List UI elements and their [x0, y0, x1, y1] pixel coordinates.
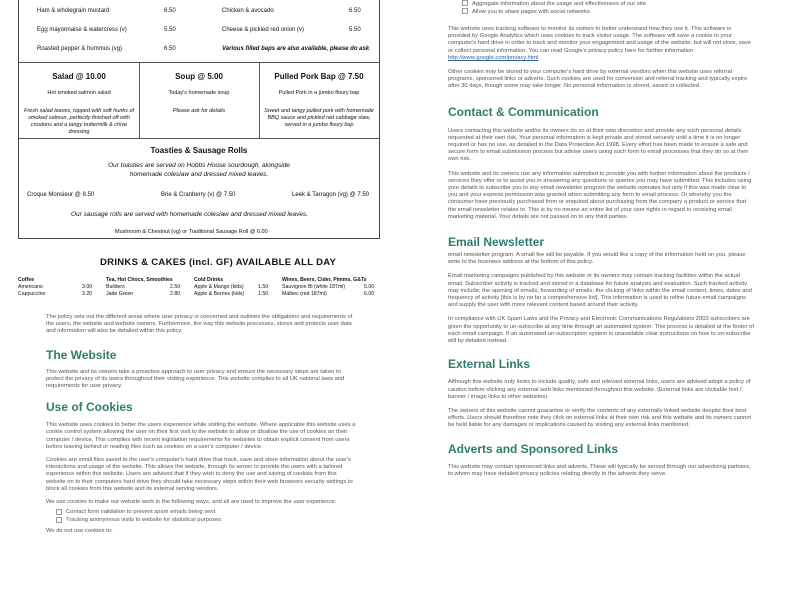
- baps-note: Various filled baps are also available, please do ask: [222, 46, 370, 52]
- bullet-item: [56, 516, 356, 524]
- newsletter-paragraph: email newsletter program. A small fee will be payable. If you would like a copy of the information held on you, please write to the business address at the bottom of this policy.: [448, 252, 746, 266]
- bullet-item: [56, 508, 356, 516]
- vendor-cookies-paragraph: Other cookies may be stored to your computer's hard drive by external vendors when this website uses referral programs, sponsored links or adverts. Such cookies are used for conversion and referral tracking and typically expire after 30 days, though some may take longer. No personal information is stored, saved or collected.: [448, 69, 748, 90]
- adverts-heading: Adverts and Sponsored Links: [448, 441, 619, 456]
- bullet-item: [462, 8, 754, 16]
- wines-header: Wines, Beers, Cider, Pimms, G&Ts: [282, 277, 367, 283]
- bap-heading: Pulled Pork Bap @ 7.50: [274, 72, 364, 81]
- menu-price: 6.50: [164, 46, 176, 52]
- tea-column: [106, 277, 196, 298]
- drink-price: 2.50: [170, 284, 181, 290]
- menu-item: Chicken & avocado: [222, 8, 274, 14]
- drink-name: Apple & Berries (kids): [194, 291, 245, 297]
- soup-item: Today's homemade soup: [168, 90, 230, 96]
- salad-item: Hot smoked salmon salad: [47, 90, 111, 96]
- privacy-policy-left: [46, 314, 356, 535]
- drink-price: 1.50: [258, 291, 269, 297]
- cold-header: Cold Drinks: [194, 277, 224, 283]
- newsletter-paragraph: In compliance with UK Spam Laws and the Privacy and Electronic Communications Regulations 2003 subscribers are given the opportunity to un-subscribe at any time through an automated system. This process is detailed at the footer of each email campaign. If an automated un-subscription system is unavailable clear instructions on how to un-subscribe will by detailed instead.: [448, 316, 755, 345]
- privacy-policy-right: [448, 0, 754, 478]
- coffee-column: [18, 277, 98, 298]
- menu-item: Egg mayonnaise & watercress (v): [37, 27, 127, 33]
- drink-price: 3.20: [82, 291, 93, 297]
- contact-paragraph: This website and its owners use any information submitted to provide you with further information about the products / services they offer or to assist you in answering any questions or queries you may have submitted. This includes using your details to subscribe you to any email newsletter program the website operates but only if this was made clear to you and your express permission was granted when submitting any form to email process. Or whereby you the consumer have previously purchased from or enquired about purchasing from the company a product or service that the email newsletter relates to. This is by no means an entire list of your user rights in regard to receiving email marketing material. Your details are not passed on to any third parties.: [448, 170, 752, 220]
- toastie-item: Leek & Tarragon (vg) @ 7.50: [292, 192, 370, 198]
- newsletter-paragraph: Email marketing campaigns published by this website or its owners may contain tracking facilities within the actual email. Subscriber activity is tracked and stored in a database for future analysis and evaluation. Such tracked activity may include; the opening of emails, forwarding of emails, the clicking of links within the email content, times, dates and frequency of activity [this is by no far a comprehensive list]. This information is used to refine future email campaigns and supply the user with more relevant content based around their activity.: [448, 273, 752, 309]
- adverts-paragraph: This website may contain sponsored links and adverts. These will typically be served through our advertising partners, to whom may have detailed privacy policies relating directly to the adverts they serve.: [448, 463, 751, 477]
- checkbox-icon: [462, 8, 468, 14]
- drink-item: [18, 284, 98, 291]
- website-heading: The Website: [46, 347, 117, 362]
- menu-item: Roasted pepper & hummus (vg): [37, 46, 123, 52]
- drink-item: [282, 291, 380, 298]
- external-links-heading: External Links: [448, 357, 531, 372]
- bullet-text: Allow you to share pages with social networks: [472, 9, 590, 15]
- wines-column: [282, 277, 380, 298]
- drink-item: [282, 284, 380, 291]
- drink-name: Americano: [18, 284, 43, 290]
- drink-price: 2.80: [170, 291, 181, 297]
- bap-item: Pulled Pork in a jumbo floury bap: [278, 90, 360, 96]
- menu-frame: [18, 0, 380, 239]
- drink-name: Sauvignon Bl (white 187ml): [282, 284, 346, 290]
- salad-desc: Fresh salad leaves, topped with soft hunks of smoked salmon, perfectly finished off with croutons and a tangy buttermilk & chive dressing: [23, 108, 135, 135]
- cookies-paragraph: Cookies are small files saved to the user's computer's hard drive that track, save and store information about the user's interactions and usage of the website. This allows the website, through its server to provide the users with a tailored experience within this website. Users are advised that if they wish to deny the use and saving of cookies from this website on to their computers hard drive they should take necessary steps within their web browsers security settings to block all cookies from this website and its external serving vendors.: [46, 457, 353, 492]
- drinks-heading: DRINKS & CAKES (incl. GF) AVAILABLE ALL DAY: [100, 257, 337, 268]
- drink-item: [18, 291, 98, 298]
- drink-name: Builders: [106, 284, 125, 290]
- drink-price: 3.00: [82, 284, 93, 290]
- drink-price: 5.00: [364, 284, 375, 290]
- menu-item: Ham & wholegrain mustard: [37, 8, 110, 14]
- checkbox-icon: [56, 517, 62, 523]
- google-privacy-link[interactable]: http://www.google.com/privacy.html: [448, 54, 539, 61]
- soup-desc: Please ask for details: [172, 108, 226, 114]
- sausage-desc: Our sausage rolls are served with homemade coleslaw and dressed mixed leaves.: [71, 211, 309, 218]
- toastie-item: Croque Monsieur @ 8.50: [27, 192, 95, 198]
- sausage-item: Mushroom & Chestnut (vg) or Traditional Sausage Roll @ 6.00: [115, 229, 268, 235]
- cookies-paragraph: We use cookies to make our website work in the following ways, and all are used to improve the user experience:: [46, 499, 337, 506]
- drink-item: [194, 291, 284, 298]
- contact-heading: Contact & Communication: [448, 104, 599, 119]
- links-paragraph: The owners of this website cannot guarantee or verify the contents of any externally linked website despite their best efforts. Users should therefore note they click on external links at their own risk and this website and its owners cannot be held liable for any damages or implications caused by visiting any external links mentioned.: [448, 407, 752, 429]
- drink-name: Cappuccino: [18, 291, 46, 297]
- bullet-text: Aggregate information about the usage and effectiveness of our site: [472, 1, 646, 7]
- divider: [19, 62, 379, 63]
- drink-name: Apple & Mango (kids): [194, 284, 244, 290]
- menu-price: 6.50: [349, 8, 361, 14]
- policy-intro: The policy sets out the different areas where user privacy is concerned and outlines the obligations and requirements of the users, the website and website owners. Furthermore, the way this website processes, stores and protects user data and information will also be detailed within this policy.: [46, 314, 353, 335]
- divider: [19, 138, 379, 139]
- drink-price: 6.00: [364, 291, 375, 297]
- cookies-heading: Use of Cookies: [46, 400, 133, 415]
- drink-item: [106, 291, 196, 298]
- contact-paragraph: Users contacting this website and/or its owners do so at their own discretion and provide any such personal details requested at their own risk. Your personal information is kept private and stored securely until a time it is no longer required or has no use, as detailed in the Data Protection Act 1998. Every effort has been made to ensure a safe and secure form to email submission process but advise users using such form to email processes that they do so at their own risk.: [448, 127, 749, 163]
- analytics-paragraph: [448, 26, 754, 62]
- menu-price: 6.50: [164, 8, 176, 14]
- bullet-text: Contact form validation to prevent spam emails being sent: [66, 509, 216, 516]
- drink-name: Jade Green: [106, 291, 134, 297]
- coffee-header: Coffee: [18, 277, 35, 283]
- tea-header: Tea, Hot Chocs, Smoothies: [106, 277, 173, 283]
- bap-desc: Sweet and tangy pulled pork with homemade BBQ sauce and pickled red cabbage slaw, served in a jumbo floury bap: [264, 108, 374, 128]
- toastie-item: Brie & Cranberry (v) @ 7.50: [161, 192, 236, 198]
- checkbox-icon: [56, 509, 62, 515]
- drink-price: 1.50: [258, 284, 269, 290]
- menu-item: Cheese & pickled red onion (v): [222, 27, 305, 33]
- analytics-text: This website uses tracking software to monitor its visitors to better understand how they use it. This software is provided by Google Analytics which uses cookies to track visitor usage. The software will save a cookie to your computer's hard drive in order to track and monitor your engagement and usage of the website, but will not store, save or collect personal information. You can read Google's privacy policy here for further information: [448, 26, 752, 54]
- soup-heading: Soup @ 5.00: [175, 72, 223, 81]
- menu-price: 5.50: [164, 27, 176, 33]
- drink-item: [106, 284, 196, 291]
- bullet-text: Tracking anonymous visits to website for statistical purposes: [66, 517, 222, 524]
- cold-column: [194, 277, 284, 298]
- website-paragraph: This website and its owners take a proactive approach to user privacy and ensure the necessary steps are taken to protect the privacy of its users throughout their visiting experience. This website complies to all UK national laws and requirements for user privacy.: [46, 368, 345, 390]
- toasties-desc: Our toasties are served on Hobbs House sourdough, alongside homemade coleslaw and dressed mixed leaves.: [108, 162, 290, 178]
- drink-item: [194, 284, 284, 291]
- toasties-heading: Toasties & Sausage Rolls: [150, 146, 248, 155]
- bullet-item: [462, 0, 754, 8]
- newsletter-heading: Email Newsletter: [448, 235, 545, 250]
- links-paragraph: Although this website only looks to include quality, safe and relevant external links, users are advised adopt a policy of caution before clicking any external web links mentioned throughout this website. (External links are clickable text / banner / image links to other websites): [448, 379, 751, 400]
- checkbox-icon: [462, 0, 468, 6]
- cookies-tail: We do not use cookies to:: [46, 528, 113, 535]
- salad-heading: Salad @ 10.00: [52, 72, 106, 81]
- menu-price: 5.50: [349, 27, 361, 33]
- drink-name: Malbec (red 187ml): [282, 291, 327, 297]
- cookies-paragraph: This website uses cookies to better the users experience while visiting the website. Where applicable this website uses a cookie control system allowing the user on their first visit to the website to allow or disallow the use of cookies on their computer / device. This complies with recent legislation requirements for websites to obtain explicit consent from users before leaving behind or reading files such as cookies on a user's computer / device.: [46, 422, 356, 450]
